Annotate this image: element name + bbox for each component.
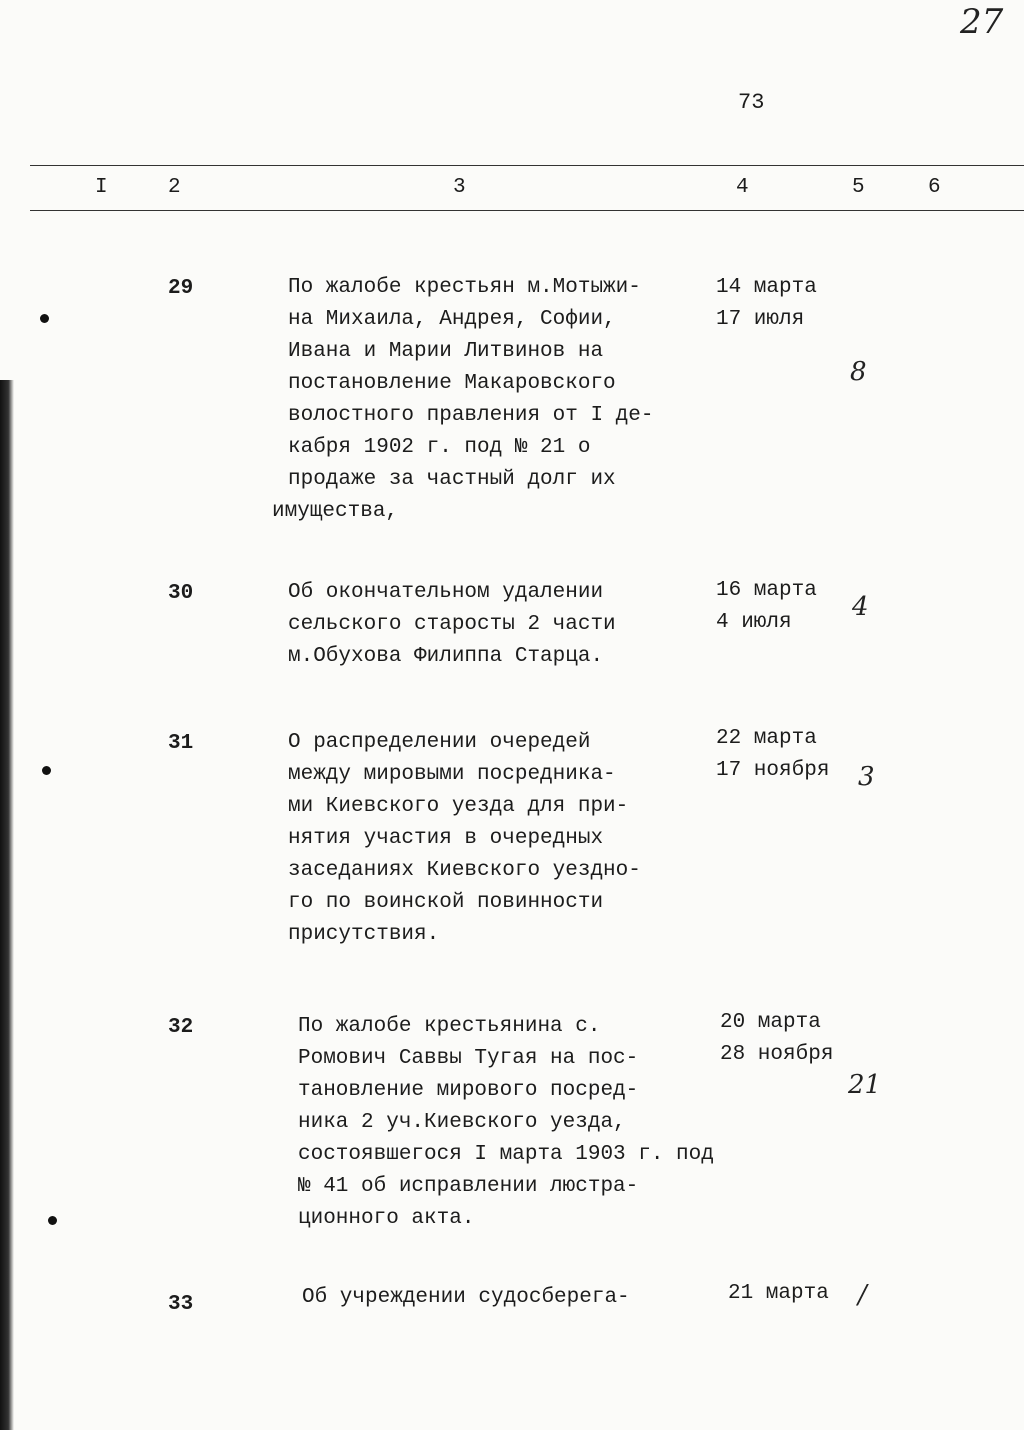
entry-text-line: ми Киевского уезда для при- [288, 795, 629, 818]
entry-text-line: заседаниях Киевского уездно- [288, 859, 641, 882]
entry-date: 17 июля [716, 308, 805, 331]
entry-number: 33 [168, 1293, 194, 1316]
entry-text-line: тановление мирового посред- [298, 1079, 639, 1102]
entry-text-line: Об учреждении судосберега- [302, 1286, 630, 1309]
punch-hole [40, 314, 49, 323]
entry-text-line: О распределении очередей [288, 731, 591, 754]
entry-date: 4 июля [716, 611, 792, 634]
column-header: 3 [453, 176, 466, 199]
page-number: 73 [738, 90, 765, 115]
column-header: 4 [736, 176, 749, 199]
entry-date: 16 марта [716, 579, 817, 602]
entry-date: 21 марта [728, 1282, 829, 1305]
column-header: 2 [168, 176, 181, 199]
entry-text-line: между мировыми посредника- [288, 763, 616, 786]
entry-text-line: Об окончательном удалении [288, 581, 604, 604]
entry-text-line: Ромович Саввы Тугая на пос- [298, 1047, 639, 1070]
entry-text-line: м.Обухова Филиппа Старца. [288, 645, 604, 668]
header-rule-bottom [30, 210, 1024, 211]
sheet-count: 21 [848, 1070, 882, 1100]
entry-date: 17 ноября [716, 759, 830, 782]
entry-number: 30 [168, 582, 194, 605]
scan-edge [0, 380, 14, 1430]
entry-text-line: продаже за частный долг их [288, 468, 616, 491]
sheet-count: 3 [858, 762, 875, 792]
folio-number: 27 [960, 2, 1004, 42]
entry-text-line: го по воинской повинности [288, 891, 604, 914]
entry-text-line: Ивана и Марии Литвинов на [288, 340, 604, 363]
column-header: 6 [928, 176, 941, 199]
sheet-count: / [858, 1280, 867, 1310]
entry-text-line: присутствия. [288, 923, 440, 946]
entry-text-line: ника 2 уч.Киевского уезда, [298, 1111, 626, 1134]
entry-text-line: ционного акта. [298, 1207, 475, 1230]
column-header: I [95, 176, 108, 199]
entry-text-line: состоявшегося I марта 1903 г. под [298, 1143, 714, 1166]
entry-number: 29 [168, 277, 194, 300]
entry-text-line: имущества, [272, 500, 399, 523]
entry-text-line: сельского старосты 2 части [288, 613, 616, 636]
entry-number: 32 [168, 1016, 194, 1039]
column-header: 5 [852, 176, 865, 199]
entry-text-line: постановление Макаровского [288, 372, 616, 395]
entry-number: 31 [168, 732, 194, 755]
entry-date: 28 ноября [720, 1043, 834, 1066]
entry-text-line: волостного правления от I де- [288, 404, 654, 427]
entry-text-line: № 41 об исправлении люстра- [298, 1175, 639, 1198]
entry-date: 20 марта [720, 1011, 821, 1034]
punch-hole [48, 1216, 57, 1225]
punch-hole [42, 766, 51, 775]
entry-text-line: По жалобе крестьянина с. [298, 1015, 601, 1038]
entry-text-line: По жалобе крестьян м.Мотыжи- [288, 276, 641, 299]
entry-date: 22 марта [716, 727, 817, 750]
entry-text-line: на Михаила, Андрея, Софии, [288, 308, 616, 331]
entry-date: 14 марта [716, 276, 817, 299]
entry-text-line: кабря 1902 г. под № 21 о [288, 436, 591, 459]
entry-text-line: нятия участия в очередных [288, 827, 604, 850]
header-rule-top [30, 165, 1024, 166]
sheet-count: 8 [850, 357, 867, 387]
sheet-count: 4 [852, 592, 869, 622]
